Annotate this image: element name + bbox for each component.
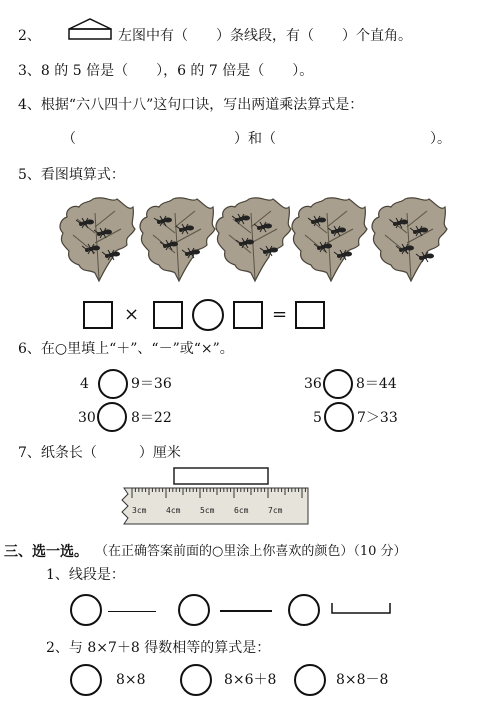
ruler-label-3cm: 3cm [132, 506, 147, 515]
q6-item4-right: 7＞33 [357, 410, 398, 426]
q6-item2-left: 36 [304, 376, 322, 392]
q6-item4-left: 5 [313, 410, 322, 426]
leaves-with-ants-picture [55, 193, 475, 285]
s3-q2-text: 2、与 8×7＋8 得数相等的算式是： [46, 640, 271, 656]
q4-blank-left: （ [62, 131, 76, 147]
q5-answer-box-2[interactable] [153, 301, 183, 329]
q5-answer-box-4[interactable] [295, 301, 325, 329]
section3-title: 三、选一选。 [4, 544, 88, 560]
ruler-label-7cm: 7cm [268, 506, 283, 515]
s3-q2-option1-circle[interactable] [70, 664, 102, 696]
q6-item1-right: 9＝36 [131, 376, 172, 392]
q4-blank-mid: ）和（ [234, 131, 276, 147]
s3-q2-option3-circle[interactable] [294, 664, 326, 696]
q6-item1-circle[interactable] [98, 369, 128, 399]
s3-q1-option2-circle[interactable] [178, 594, 210, 626]
q4-text: 4、根据“六八四十八”这句口诀，写出两道乘法算式是： [18, 97, 364, 113]
ruler-with-paper-strip-picture [118, 466, 312, 530]
q6-item3-circle[interactable] [97, 402, 127, 432]
s3-q1-option3-segment [330, 601, 392, 615]
q5-answer-box-3[interactable] [233, 301, 263, 329]
q6-item4-circle[interactable] [324, 402, 354, 432]
q2-text: 左图中有（ ）条线段，有（ ）个直角。 [118, 28, 412, 44]
q7-text: 7、纸条长（ ）厘米 [18, 445, 181, 461]
q6-item3-right: 8＝22 [131, 410, 172, 426]
q3-text: 3、8 的 5 倍是（ ），6 的 7 倍是（ ）。 [18, 63, 314, 79]
s3-q2-option2-label: 8×6＋8 [224, 672, 277, 688]
s3-q1-option2-segment [220, 610, 272, 612]
ruler-label-4cm: 4cm [166, 506, 181, 515]
q5-answer-box-1[interactable] [83, 301, 113, 329]
q5-operator-circle[interactable] [192, 299, 224, 331]
s3-q1-text: 1、线段是： [46, 567, 125, 583]
s3-q1-option1-circle[interactable] [70, 594, 102, 626]
q5-times-sign: × [124, 304, 140, 325]
s3-q2-option2-circle[interactable] [180, 664, 212, 696]
s3-q2-option3-label: 8×8－8 [336, 672, 389, 688]
q6-item2-right: 8＝44 [356, 376, 397, 392]
house-shape-figure [67, 17, 113, 41]
q6-item2-circle[interactable] [323, 369, 353, 399]
section3-note: （在正确答案前面的○里涂上你喜欢的颜色）（10 分） [95, 544, 407, 559]
q6-text: 6、在○里填上“＋”、“－”或“×”。 [18, 341, 234, 357]
ruler-label-5cm: 5cm [200, 506, 215, 515]
s3-q1-option1-segment [108, 611, 156, 612]
ruler-label-6cm: 6cm [234, 506, 249, 515]
q6-item3-left: 30 [78, 410, 96, 426]
q4-blank-right: ）。 [430, 131, 451, 147]
s3-q2-option1-label: 8×8 [116, 672, 146, 688]
s3-q1-option3-circle[interactable] [288, 594, 320, 626]
q5-text: 5、看图填算式： [18, 167, 125, 183]
q5-equals-sign: = [272, 304, 288, 325]
q6-item1-left: 4 [80, 376, 89, 392]
q2-number: 2、 [18, 28, 41, 44]
